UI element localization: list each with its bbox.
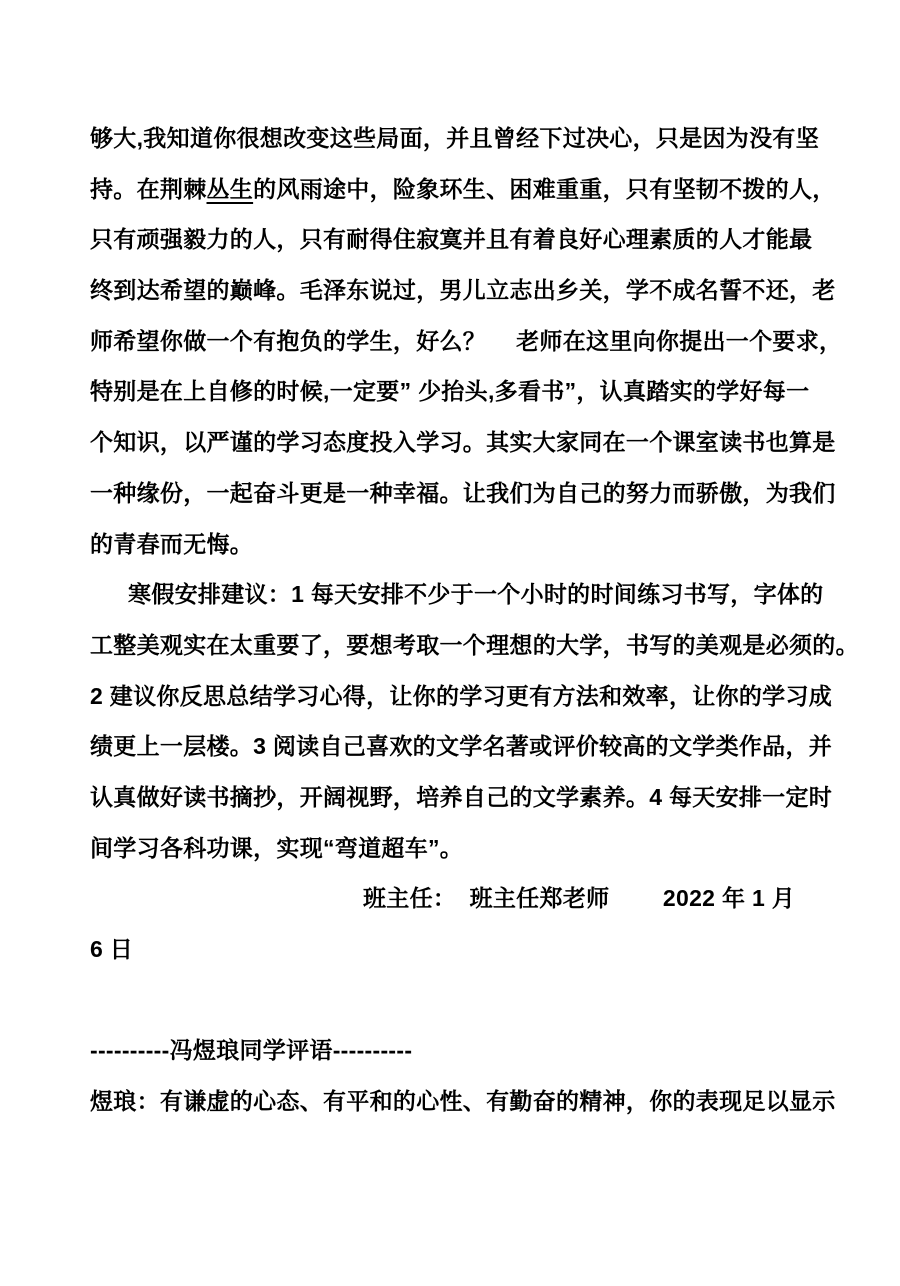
text-line: [90, 468, 836, 519]
line-text: 班主任： 班主任郑老师 2022 年 1 月: [363, 885, 796, 912]
text-line: [90, 772, 833, 823]
text-line: [90, 113, 830, 164]
line-text: 的青春而无悔。: [90, 530, 254, 557]
line-text: 持。在荆棘: [90, 175, 207, 202]
text-line: [90, 417, 836, 468]
line-text: 认真做好读书摘抄，开阔视野，培养自己的文学素养。4 每天安排一定时: [90, 783, 833, 810]
underlined-text: 丛生: [206, 175, 254, 202]
line-text: 终到达希望的巅峰。毛泽东说过，男儿立志出乡关，学不成名誓不还，老: [90, 277, 836, 304]
text-line: [90, 1025, 830, 1076]
line-text: 特别是在上自修的时候,一定要” 少抬头,多看书”，认真踏实的学好每一: [90, 378, 810, 405]
text-line: [90, 265, 836, 316]
line-text: 师希望你做一个有抱负的学生，好么？ 老师在这里向你提出一个要求，: [90, 327, 843, 354]
line-text: 个知识，以严谨的学习态度投入学习。其实大家同在一个课室读书也算是: [90, 429, 836, 456]
text-line: [90, 620, 859, 671]
line-text: 一种缘份，一起奋斗更是一种幸福。让我们为自己的努力而骄傲，为我们: [90, 479, 836, 506]
text-line: [90, 1076, 836, 1127]
line-text: 只有顽强毅力的人，只有耐得住寂寞并且有着良好心理素质的人才能最: [90, 226, 813, 253]
line-text: ----------冯煜琅同学评语----------: [90, 1037, 413, 1064]
line-text: 工整美观实在太重要了，要想考取一个理想的大学，书写的美观是必须的。: [90, 631, 859, 658]
text-line: [90, 721, 833, 772]
text-line: [90, 924, 830, 975]
line-text: 2 建议你反思总结学习心得，让你的学习更有方法和效率，让你的学习成: [90, 682, 833, 709]
line-text: 煜琅：有谦虚的心态、有平和的心性、有勤奋的精神，你的表现足以显示: [90, 1088, 836, 1115]
text-line: [90, 164, 836, 215]
text-line: [90, 214, 830, 265]
text-line: [90, 316, 843, 367]
text-line: [90, 671, 833, 722]
text-line: [90, 823, 830, 874]
document-body: [90, 113, 859, 1127]
line-text: 够大,我知道你很想改变这些局面，并且曾经下过决心，只是因为没有坚: [90, 125, 819, 151]
text-line: [90, 975, 830, 1026]
text-line: [90, 519, 830, 570]
text-line: [90, 569, 830, 620]
line-text-after: 的风雨途中，险象环生、困难重重，只有坚韧不拨的人，: [253, 175, 836, 202]
line-text: 6 日: [90, 936, 134, 962]
line-text: 寒假安排建议：1 每天安排不少于一个小时的时间练习书写，字体的: [128, 581, 824, 608]
line-text: 间学习各科功课，实现“弯道超车”。: [90, 834, 464, 861]
text-line: [90, 873, 830, 924]
line-text: 绩更上一层楼。3 阅读自己喜欢的文学名著或评价较高的文学类作品，并: [90, 733, 833, 760]
text-line: [90, 366, 830, 417]
